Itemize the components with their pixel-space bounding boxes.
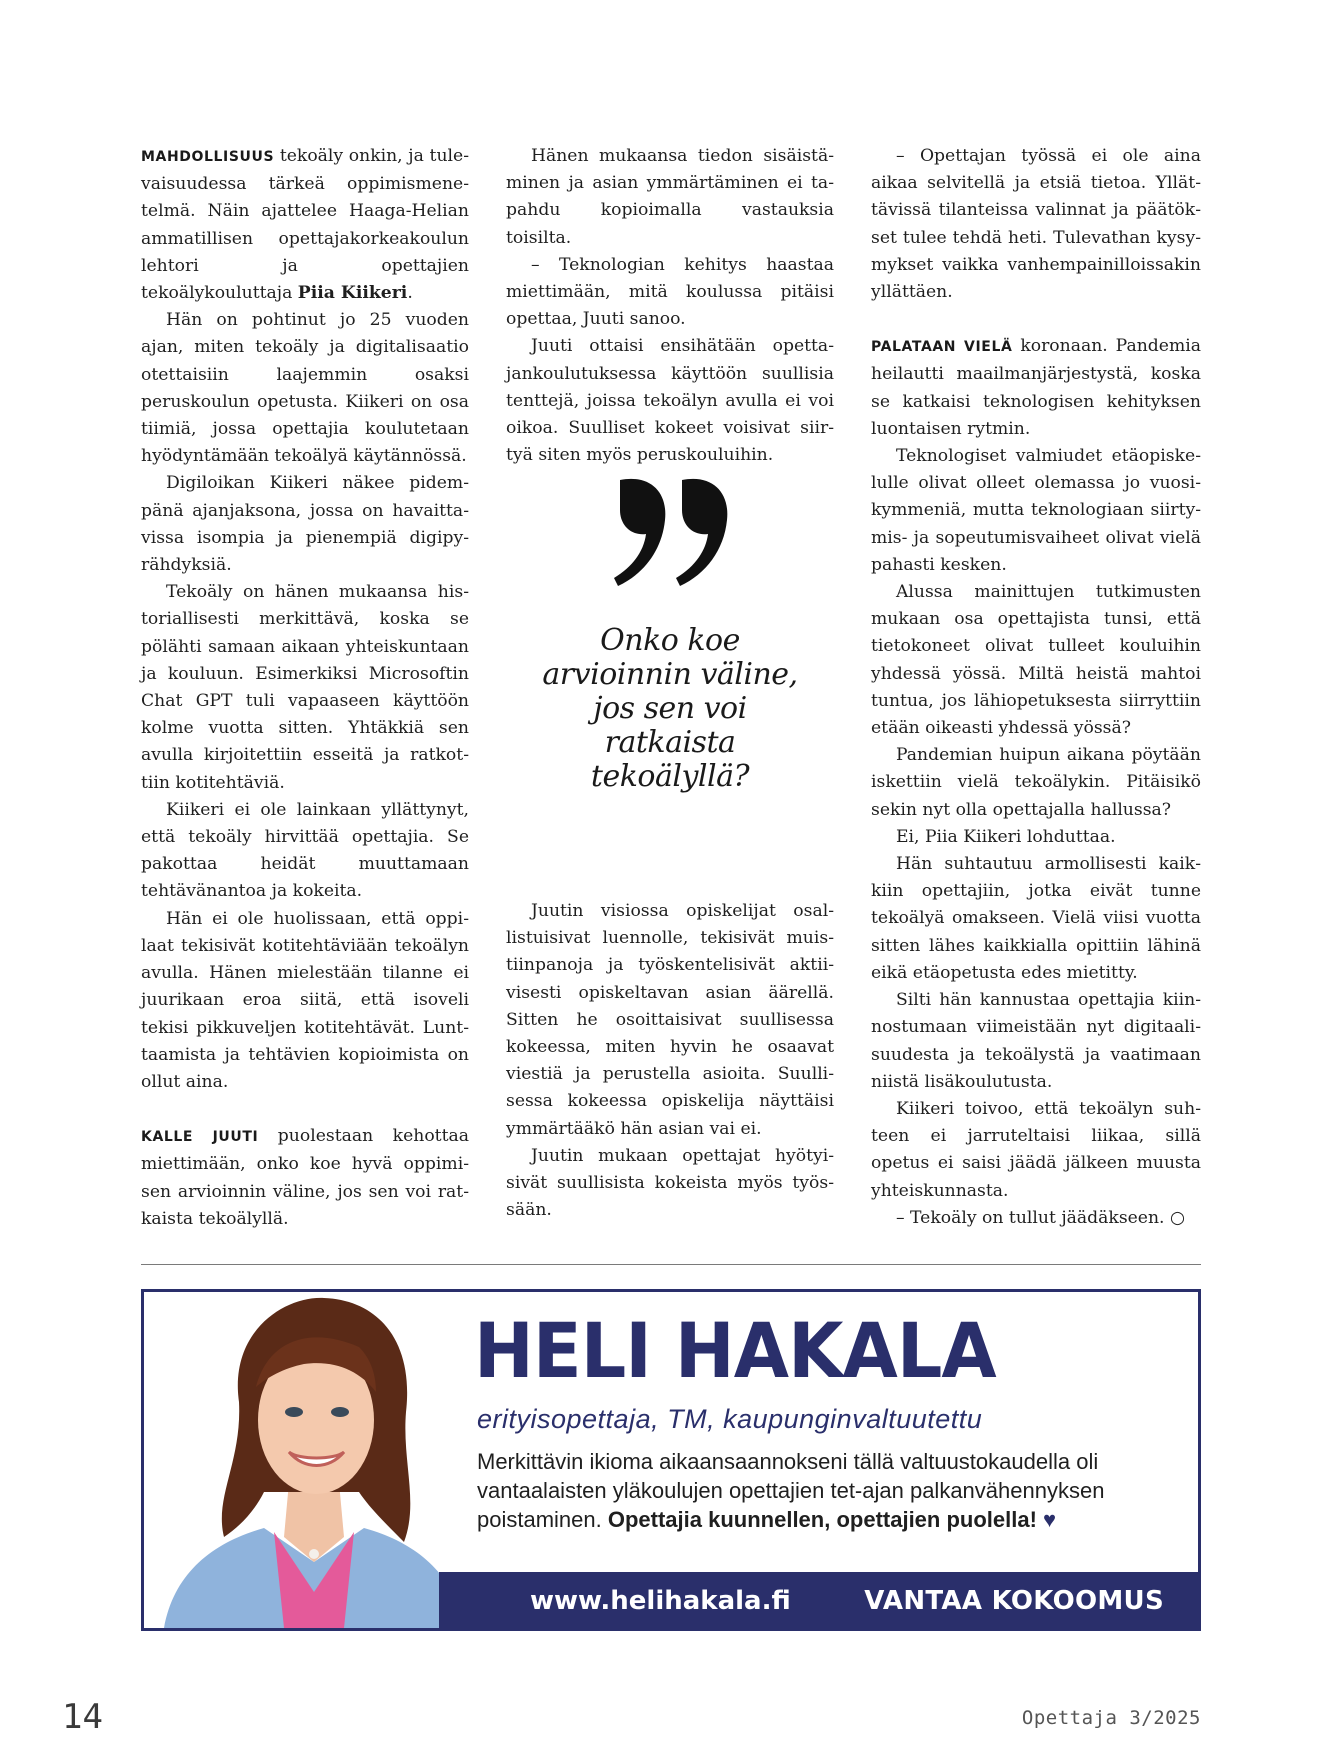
article-column-1 xyxy=(141,143,469,1233)
candidate-title: erityisopettaja, TM, kaupunginvaltuutettu xyxy=(477,1404,983,1434)
paragraph: – Teknologian kehitys haastaa miettimään, mitä koulussa pitäisi opettaa, Juuti sanoo. xyxy=(506,254,834,330)
campaign-ad[interactable] xyxy=(141,1289,1201,1631)
paragraph-text: . xyxy=(407,283,413,304)
paragraph: Hän suhtautuu armollisesti kaikkiin opettajiin, jotka eivät tunne tekoälyä omakseen. Vielä viisi vuotta sitten lähes kaikkialla opittiin lähinä eikä etäopetusta edes mietitty. xyxy=(871,854,1201,983)
paragraph: Ei, Piia Kiikeri lohduttaa. xyxy=(896,826,1116,847)
ad-text xyxy=(477,1447,1177,1534)
paragraph: – Tekoäly on tullut jäädäkseen. ○ xyxy=(896,1207,1185,1228)
paragraph xyxy=(141,1123,469,1233)
paragraph: Silti hän kannustaa opettajia kiinnostumaan viimeistään nyt digitaalisuudesta ja tekoälystä ja vaatimaan niistä lisäkoulutusta. xyxy=(871,990,1201,1092)
paragraph: Juutin mukaan opettajat hyötyisivät suullisista kokeista myös työssään. xyxy=(506,1145,834,1221)
paragraph-text: puolestaan kehottaa miettimään, onko koe hyvä oppimisen arvioinnin väline, jos sen voi ratkaista tekoälyllä. xyxy=(141,1126,469,1229)
paragraph xyxy=(141,143,469,307)
article-column-3 xyxy=(871,143,1201,1232)
portrait-photo xyxy=(144,1292,484,1628)
page-number: 14 xyxy=(62,1697,103,1737)
paragraph: Hän ei ole huolissaan, että oppilaat tekisivät kotitehtäviään tekoälyn avulla. Hänen mielestään tilanne ei juurikaan eroa siitä, että isoveli tekisi pikkuveljen kotitehtävät. Lunttaamista ja tehtävien kopioimista on ollut aina. xyxy=(141,908,469,1092)
quote-mark-icon xyxy=(610,470,740,620)
website-link[interactable]: www.helihakala.fi xyxy=(530,1586,791,1616)
paragraph-text: tekoäly onkin, ja tulevaisuudessa tärkeä oppimismenetelmä. Näin ajattelee Haaga-Helian ammatillisen opettajakorkeakoulun lehtori ja opettajien tekoälykouluttaja xyxy=(141,146,469,304)
paragraph xyxy=(871,333,1201,443)
kicker: KALLE JUUTI xyxy=(141,1129,259,1146)
paragraph: Pandemian huipun aikana pöytään iskettiin vielä tekoälykin. Pitäisikö sekin nyt olla opettajalla hallussa? xyxy=(871,745,1201,820)
heart-icon: ♥ xyxy=(1043,1507,1057,1532)
paragraph: – Opettajan työssä ei ole aina aikaa selvitellä ja etsiä tietoa. Yllättävissä tilanteissa valinnat ja päätökset tulee tehdä heti. Tulevathan kysymykset vaikka vanhempainilloissakin yllättäen. xyxy=(871,146,1201,303)
article-column-2-lower xyxy=(506,898,834,1224)
paragraph: Teknologiset valmiudet etäopiskelulle olivat olleet olemassa jo vuosikymmeniä, mutta teknologiaan siirtymis- ja sopeutumisvaiheet olivat vielä pahasti kesken. xyxy=(871,446,1201,575)
divider xyxy=(141,1264,1201,1265)
kicker: MAHDOLLISUUS xyxy=(141,149,275,165)
paragraph: Hänen mukaansa tiedon sisäistäminen ja asian ymmärtäminen ei tapahdu kopioimalla vastauksia toisilta. xyxy=(506,146,834,248)
kicker: PALATAAN VIELÄ xyxy=(871,339,1013,356)
publication-folio: Opettaja 3/2025 xyxy=(1021,1707,1201,1729)
paragraph: Juuti ottaisi ensihätään opettajankoulutuksessa käyttöön suullisia tenttejä, joissa tekoälyn avulla ei voi oikoa. Suulliset kokeet voisivat siirtyä siten myös peruskouluihin. xyxy=(506,336,834,466)
ad-body-text: Merkittävin ikioma aikaansaannokseni tällä valtuustokaudella oli vantaalaisten yläkoulujen opettajien tet-ajan palkanvähennyksen poistaminen. xyxy=(477,1449,1105,1532)
article-column-2 xyxy=(506,143,834,469)
paragraph: Juutin visiossa opiskelijat osallistuisivat luennolle, tekisivät muistiinpanoja ja työskentelisivät aktiivisesti opiskeltavan asian äärellä. Sitten he osoittaisivat suullisessa kokeessa, miten hyvin he osaavat viestiä ja perustella asioita. Suullisessa kokeessa opiskelija näyttäisi ymmärtääkö hän asian vai ei. xyxy=(506,901,834,1139)
paragraph: Kiikeri ei ole lainkaan yllättynyt, että tekoäly hirvittää opettajia. Se pakottaa heidät muuttamaan tehtävänantoa ja kokeita. xyxy=(141,799,469,902)
person-name: Piia Kiikeri xyxy=(297,283,408,304)
ad-slogan: Opettajia kuunnellen, opettajien puolella! xyxy=(607,1507,1037,1532)
candidate-name: HELI HAKALA xyxy=(474,1306,996,1395)
paragraph: Alussa mainittujen tutkimusten mukaan osa opettajista tunsi, että tietokoneet olivat tulleet kouluihin yhdessä yössä. Miltä heistä mahtoi tuntua, jos lähiopetuksesta siirryttiin etään oikeasti yhdessä yössä? xyxy=(871,582,1201,739)
paragraph: Kiikeri toivoo, että tekoälyn suhteen ei jarruteltaisi liikaa, sillä opetus ei saisi jäädä jälkeen muusta yhteiskunnasta. xyxy=(871,1098,1201,1201)
paragraph: Digiloikan Kiikeri näkee pidempänä ajanjaksona, jossa on havaittavissa isompia ja pienempiä digipyrähdyksiä. xyxy=(141,473,469,576)
paragraph: Hän on pohtinut jo 25 vuoden ajan, miten tekoäly ja digitalisaatio otettaisiin laajemmin osaksi peruskoulun opetusta. Kiikeri on osa tiimiä, jossa opettajia koulutetaan hyödyntämään tekoälyä käytännössä. xyxy=(141,310,469,467)
paragraph-text: koronaan. Pandemia heilautti maailmanjärjestystä, koska se katkaisi teknologisen kehityksen luontaisen rytmin. xyxy=(871,336,1201,439)
party-label: VANTAA KOKOOMUS xyxy=(864,1586,1164,1616)
pull-quote: Onko koe arvioinnin väline, jos sen voi ratkaista tekoälyllä? xyxy=(542,623,798,794)
paragraph: Tekoäly on hänen mukaansa historiallisesti merkittävä, koska se pölähti samaan aikaan yhteiskuntaan ja kouluun. Esimerkiksi Microsoftin Chat GPT tuli vapaaseen käyttöön kolme vuotta sitten. Yhtäkkiä sen avulla kirjoitettiin esseitä ja ratkottiin kotitehtäviä. xyxy=(141,582,469,793)
